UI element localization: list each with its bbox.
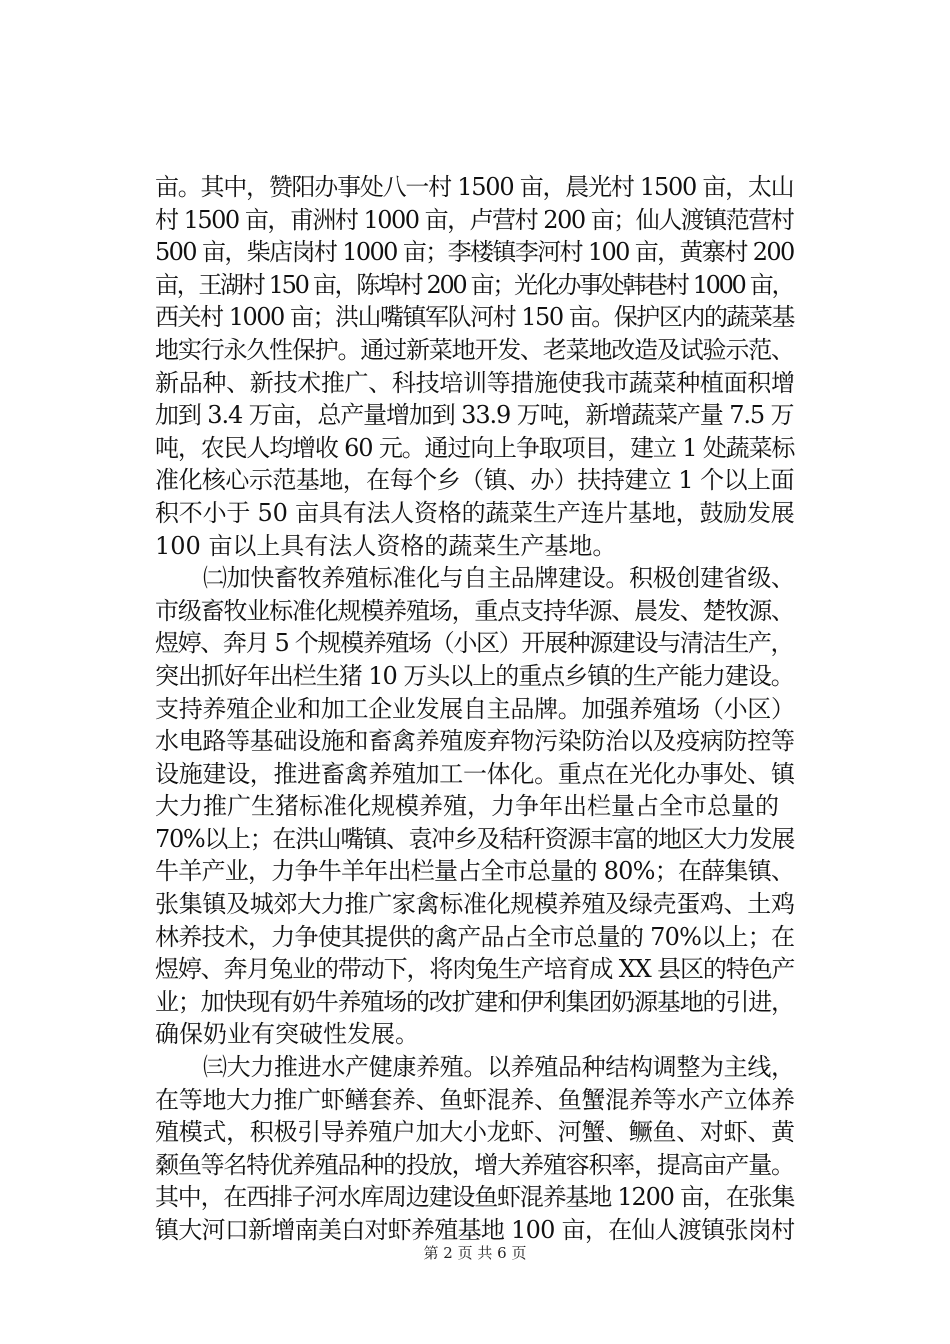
- text-line: 准化核心示范基地，在每个乡（镇、办）扶持建立 1 个以上面: [155, 466, 794, 495]
- text-line: 500 亩，柴店岗村 1000 亩；李楼镇李河村 100 亩，黄寨村 200: [155, 238, 794, 267]
- text-line: 煜婷、奔月 5 个规模养殖场（小区）开展种源建设与清洁生产，: [155, 629, 794, 658]
- text-line: 水电路等基础设施和畜禽养殖废弃物污染防治以及疫病防控等: [155, 727, 795, 756]
- text-line: 设施建设，推进畜禽养殖加工一体化。重点在光化办事处、镇: [155, 759, 795, 788]
- text-line: 村 1500 亩，甫洲村 1000 亩，卢营村 200 亩；仙人渡镇范营村: [155, 205, 794, 234]
- text-line: 吨，农民人均增收 60 元。通过向上争取项目，建立 1 处蔬菜标: [155, 433, 795, 462]
- text-line: 积不小于 50 亩具有法人资格的蔬菜生产连片基地，鼓励发展: [155, 498, 795, 527]
- text-line: 确保奶业有突破性发展。: [155, 1020, 419, 1049]
- paragraph-start-line: ㈡加快畜牧养殖标准化与自主品牌建设。积极创建省级、: [203, 564, 795, 593]
- text-line: 镇大河口新增南美白对虾养殖基地 100 亩，在仙人渡镇张岗村: [155, 1216, 795, 1244]
- text-line: 加到 3.4 万亩，总产量增加到 33.9 万吨，新增蔬菜产量 7.5 万: [155, 401, 794, 430]
- text-line: 业；加快现有奶牛养殖场的改扩建和伊利集团奶源基地的引进，: [155, 987, 794, 1016]
- text-line: 颡鱼等名特优养殖品种的投放，增大养殖容积率，提高亩产量。: [155, 1150, 794, 1179]
- page-footer: 第 2 页 共 6 页: [423, 1244, 527, 1262]
- text-line: 100 亩以上具有法人资格的蔬菜生产基地。: [155, 531, 617, 560]
- text-line: 市级畜牧业标准化规模养殖场，重点支持华源、晨发、楚牧源、: [155, 596, 794, 625]
- text-line: 70%以上；在洪山嘴镇、袁冲乡及秸秆资源丰富的地区大力发展: [155, 824, 795, 853]
- paragraph-start-line: ㈢大力推进水产健康养殖。以养殖品种结构调整为主线，: [203, 1053, 795, 1082]
- text-line: 牛羊产业，力争牛羊年出栏量占全市总量的 80%；在薛集镇、: [155, 857, 795, 886]
- text-line: 亩。其中，赞阳办事处八一村 1500 亩，晨光村 1500 亩，太山: [155, 173, 794, 201]
- document-body: [155, 171, 795, 1247]
- text-line: 林养技术，力争使其提供的禽产品占全市总量的 70%以上；在: [155, 922, 795, 951]
- text-line: 其中，在西排子河水库周边建设鱼虾混养基地 1200 亩，在张集: [155, 1183, 795, 1212]
- text-line: 亩，王湖村 150 亩，陈埠村 200 亩；光化办事处韩巷村 1000 亩，: [155, 270, 794, 299]
- text-line: 支持养殖企业和加工企业发展自主品牌。加强养殖场（小区）: [155, 694, 795, 723]
- text-line: 大力推广生猪标准化规模养殖，力争年出栏量占全市总量的: [155, 792, 779, 821]
- text-line: 殖模式，积极引导养殖户加大小龙虾、河蟹、鳜鱼、对虾、黄: [155, 1118, 795, 1147]
- text-line: 在等地大力推广虾鳝套养、鱼虾混养、鱼蟹混养等水产立体养: [155, 1085, 795, 1114]
- text-line: 新品种、新技术推广、科技培训等措施使我市蔬菜种植面积增: [155, 368, 795, 397]
- text-line: 张集镇及城郊大力推广家禽标准化规模养殖及绿壳蛋鸡、土鸡: [155, 890, 795, 919]
- text-line: 突出抓好年出栏生猪 10 万头以上的重点乡镇的生产能力建设。: [155, 661, 794, 690]
- text-line: 煜婷、奔月兔业的带动下，将肉兔生产培育成 XX 县区的特色产: [155, 955, 795, 984]
- text-line: 地实行永久性保护。通过新菜地开发、老菜地改造及试验示范、: [155, 335, 794, 364]
- text-line: 西关村 1000 亩；洪山嘴镇军队河村 150 亩。保护区内的蔬菜基: [155, 303, 794, 332]
